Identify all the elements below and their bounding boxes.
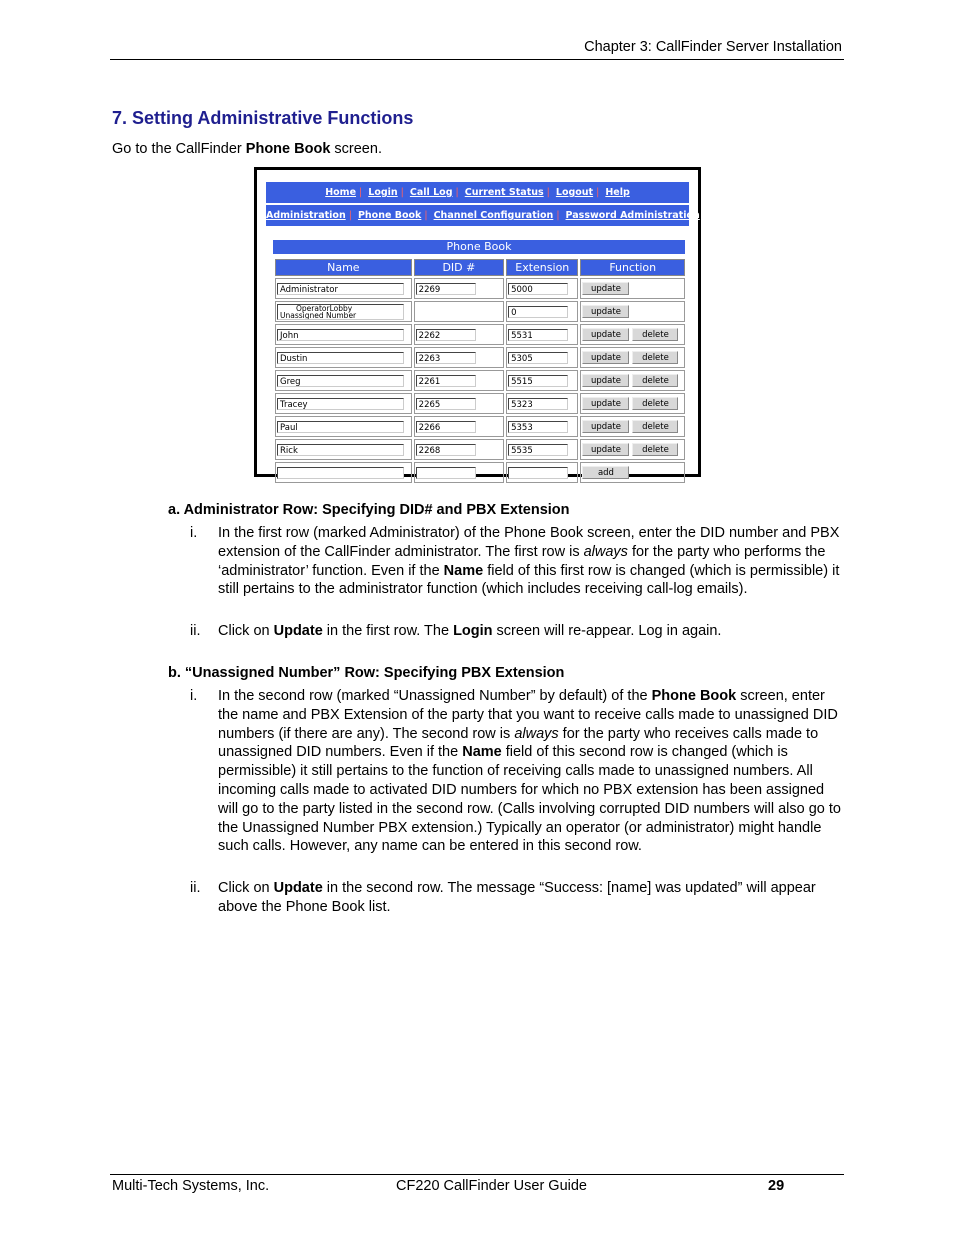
delete-button[interactable]: delete <box>632 351 678 364</box>
nav-logout-link[interactable]: Logout <box>555 187 594 198</box>
name-field[interactable]: Administrator <box>277 283 404 295</box>
table-row <box>275 462 685 483</box>
name-field[interactable]: Paul <box>277 421 404 433</box>
table-row <box>275 393 685 414</box>
did-field[interactable]: 2268 <box>416 444 476 456</box>
footer-guide-title: CF220 CallFinder User Guide <box>396 1178 587 1194</box>
name-field[interactable]: OperatorLobby Unassigned Number <box>277 304 404 320</box>
footer-company: Multi-Tech Systems, Inc. <box>112 1178 270 1194</box>
paragraph-a-ii: Click on Update in the first row. The Login screen will re-appear. Log in again. <box>218 623 722 639</box>
nav-current-status-link[interactable]: Current Status <box>464 187 544 198</box>
table-row <box>275 347 685 368</box>
item-number: i. <box>190 688 198 704</box>
header-rule <box>110 59 844 60</box>
new-did-field[interactable] <box>416 467 476 479</box>
new-extension-field[interactable] <box>508 467 568 479</box>
table-row <box>275 370 685 391</box>
nav-help-link[interactable]: Help <box>605 187 630 198</box>
new-name-field[interactable] <box>277 467 404 479</box>
section-title: 7. Setting Administrative Functions <box>112 108 414 128</box>
paragraph-a-i: In the first row (marked Administrator) of the Phone Book screen, enter the DID number and PBX extension of the CallFinder administrator. The first row is always for the party who performs the ‘administrator’ function. Even if the Name field of this first row is changed (which is permissible) it still pertains to the administrator function (which includes receiving call-log emails). <box>218 525 840 598</box>
column-header-function: Function <box>580 259 685 276</box>
admin-nav-bar: Administration | Phone Book | Channel Configuration | Password Administration <box>266 205 689 226</box>
did-field[interactable]: 2262 <box>416 329 476 341</box>
update-button[interactable]: update <box>582 305 629 318</box>
item-number: ii. <box>190 623 201 639</box>
delete-button[interactable]: delete <box>632 374 678 387</box>
paragraph-b-ii: Click on Update in the second row. The message “Success: [name] was updated” will appear above the Phone Book list. <box>218 880 816 915</box>
extension-field[interactable]: 5535 <box>508 444 568 456</box>
delete-button[interactable]: delete <box>632 328 678 341</box>
subsection-b-heading: b. “Unassigned Number” Row: Specifying PBX Extension <box>168 665 565 681</box>
delete-button[interactable]: delete <box>632 397 678 410</box>
extension-field[interactable]: 0 <box>508 306 568 318</box>
extension-field[interactable]: 5323 <box>508 398 568 410</box>
item-number: ii. <box>190 880 201 896</box>
nav-phone-book-link[interactable]: Phone Book <box>357 210 422 221</box>
name-field[interactable]: Greg <box>277 375 404 387</box>
table-row <box>275 416 685 437</box>
update-button[interactable]: update <box>582 443 629 456</box>
nav-administration-link[interactable]: Administration <box>266 210 346 221</box>
delete-button[interactable]: delete <box>632 443 678 456</box>
column-header-extension: Extension <box>506 259 578 276</box>
chapter-header: Chapter 3: CallFinder Server Installation <box>584 39 842 55</box>
extension-field[interactable]: 5000 <box>508 283 568 295</box>
footer-rule <box>110 1174 844 1175</box>
extension-field[interactable]: 5515 <box>508 375 568 387</box>
name-field[interactable]: Tracey <box>277 398 404 410</box>
nav-login-link[interactable]: Login <box>368 187 398 198</box>
delete-button[interactable]: delete <box>632 420 678 433</box>
update-button[interactable]: update <box>582 397 629 410</box>
intro-text: Go to the CallFinder Phone Book screen. <box>112 141 382 157</box>
name-field[interactable]: John <box>277 329 404 341</box>
update-button[interactable]: update <box>582 328 629 341</box>
phone-book-screenshot <box>254 167 701 477</box>
update-button[interactable]: update <box>582 420 629 433</box>
did-field[interactable]: 2265 <box>416 398 476 410</box>
update-button[interactable]: update <box>582 282 629 295</box>
name-field[interactable]: Dustin <box>277 352 404 364</box>
phone-book-title: Phone Book <box>273 240 685 254</box>
column-header-did: DID # <box>414 259 504 276</box>
paragraph-b-i: In the second row (marked “Unassigned Number” by default) of the Phone Book screen, enter the name and PBX Extension of the party that you want to receive calls made to unassigned DID numbers (if there are any). The second row is always for the party who receives calls made to unassigned DID numbers. Even if the Name field of this second row is changed (which is permissible) it still pertains to the function of receiving calls made to unassigned numbers. All incoming calls made to activated DID numbers for which no PBX extension has been assigned will go to the party listed in the second row. (Calls involving corrupted DID numbers will also go to the Unassigned Number PBX extension.) Typically an operator (or administrator) might handle such calls. However, any name can be entered in this second row. <box>218 688 841 855</box>
extension-field[interactable]: 5353 <box>508 421 568 433</box>
nav-home-link[interactable]: Home <box>325 187 357 198</box>
phone-book-table <box>273 257 687 485</box>
table-row <box>275 278 685 299</box>
did-field[interactable]: 2269 <box>416 283 476 295</box>
name-field[interactable]: Rick <box>277 444 404 456</box>
nav-password-admin-link[interactable]: Password Administration <box>565 210 700 221</box>
extension-field[interactable]: 5305 <box>508 352 568 364</box>
add-button[interactable]: add <box>582 466 629 479</box>
nav-call-log-link[interactable]: Call Log <box>409 187 453 198</box>
update-button[interactable]: update <box>582 374 629 387</box>
table-row <box>275 301 685 322</box>
nav-channel-config-link[interactable]: Channel Configuration <box>433 210 554 221</box>
extension-field[interactable]: 5531 <box>508 329 568 341</box>
did-field[interactable]: 2261 <box>416 375 476 387</box>
subsection-a-heading: a. Administrator Row: Specifying DID# and PBX Extension <box>168 502 570 518</box>
update-button[interactable]: update <box>582 351 629 364</box>
column-header-name: Name <box>275 259 412 276</box>
item-number: i. <box>190 525 198 541</box>
table-row <box>275 324 685 345</box>
did-field[interactable]: 2266 <box>416 421 476 433</box>
page-number: 29 <box>768 1178 785 1194</box>
did-field[interactable]: 2263 <box>416 352 476 364</box>
table-row <box>275 439 685 460</box>
top-nav-bar: Home | Login | Call Log | Current Status | Logout | Help <box>266 182 689 203</box>
